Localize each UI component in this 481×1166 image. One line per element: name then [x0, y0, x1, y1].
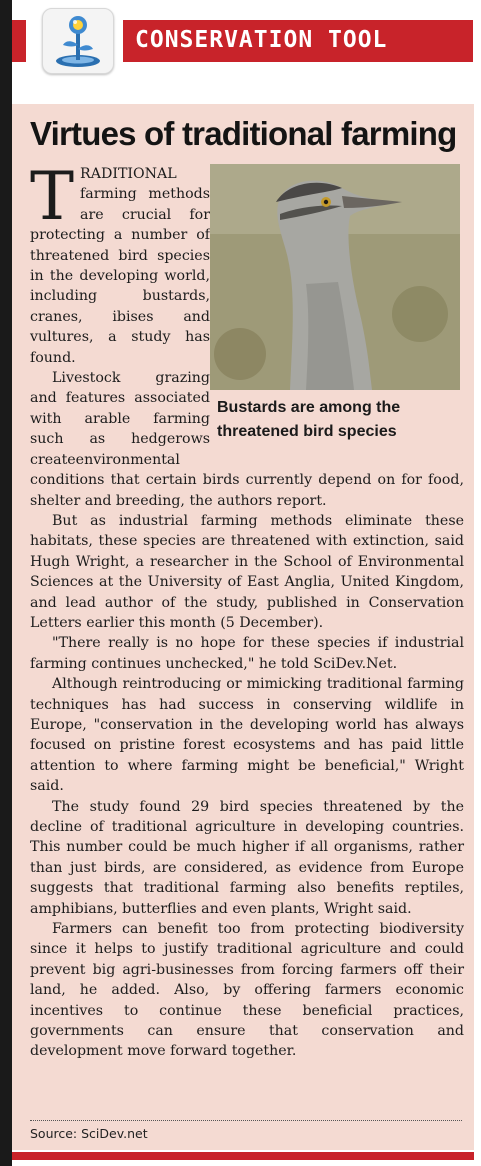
article-paragraph: Although reintroducing or mimicking traditional farming techniques has had success in conserving wildlife in Europe, "conservation in the developing world has always focused on pristine forest ecosystems and has paid little attention to where farming might be beneficial," Wright said. — [30, 676, 464, 795]
left-border-strip — [0, 0, 12, 1166]
lead-caps: RADITIONAL — [80, 166, 177, 182]
bustard-photo — [210, 164, 460, 390]
article-paragraph: Farmers can benefit too from protecting biodiversity since it helps to justify traditional agriculture and could prevent big agri-businesses from forcing farmers off their land, he added. Also, by offering farmers economic incentives to continue these beneficial practices, governments can ensure that conservation and development move forward together. — [30, 921, 464, 1060]
drop-cap: T — [30, 158, 75, 235]
header-left-accent — [12, 20, 26, 62]
paragraph-text: farming methods are crucial for protecting a number of threatened bird species in the developing world, including bustards, cranes, ibises and vultures, a study has found. — [30, 186, 210, 366]
article-paragraph: The study found 29 bird species threatened by the decline of traditional agriculture in developing countries. This number could be much higher if all organisms, rather than just birds, are considered, as evidence from Europe suggests that traditional farming also benefits reptiles, amphibians, butterflies and even plants, Wright said. — [30, 798, 464, 917]
article-paragraph: But as industrial farming methods eliminate these habitats, these species are threatened with extinction, said Hugh Wright, a researcher in the School of Environmental Sciences at the University of East Anglia, United Kingdom, and lead author of the study, published in Conservation Letters earlier this month (5 December). — [30, 512, 464, 631]
article-headline: Virtues of traditional farming — [30, 115, 457, 152]
photo-caption: Bustards are among the threatened bird species — [217, 399, 401, 440]
source-credit: Source: SciDev.net — [30, 1126, 148, 1141]
divider — [30, 1120, 462, 1121]
section-title: CONSERVATION TOOL — [135, 27, 388, 53]
article-paragraph: Livestock grazing and features associated with arable farming such as hedgerows createenvironmental conditions that certain birds currently depend on for food, shelter and breeding, the authors report. — [30, 370, 464, 509]
article-panel — [12, 104, 474, 1150]
bustard-illustration — [210, 164, 460, 390]
section-header-bar — [123, 20, 473, 62]
bottom-accent-bar — [12, 1152, 474, 1160]
section-logo — [42, 8, 114, 74]
article-paragraph: "There really is no hope for these species if industrial farming continues unchecked," he told SciDev.Net. — [30, 635, 464, 672]
tulip-globe-icon — [43, 9, 113, 73]
